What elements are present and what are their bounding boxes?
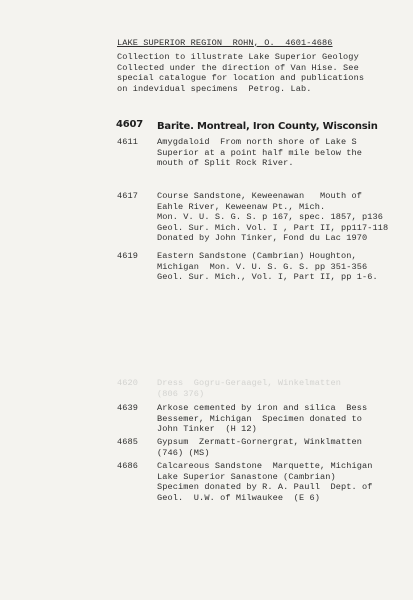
entry-4607-number: 4607 bbox=[116, 119, 144, 130]
entry-4686-line-2: Lake Superior Sanastone (Cambrian) bbox=[157, 471, 336, 482]
entry-4611-line-1: Amygdaloid From north shore of Lake S bbox=[157, 137, 357, 147]
entry-4611-line-3: mouth of Split Rock River. bbox=[157, 158, 294, 169]
entry-4617-line-1: Course Sandstone, Keweenawan Mouth of bbox=[157, 191, 363, 201]
entry-4685-number: 4685 bbox=[117, 437, 139, 447]
header-line-3: special catalogue for location and publications bbox=[117, 73, 365, 84]
entry-4685-line-2: (746) (MS) bbox=[157, 447, 210, 458]
entry-4686-line-3: Specimen donated by R. A. Paull Dept. of bbox=[157, 482, 373, 493]
header-line-2: Collected under the direction of Van Hise. See bbox=[117, 62, 359, 73]
header-line-4: on indevidual specimens Petrog. Lab. bbox=[117, 83, 312, 94]
entry-4686-line-4: Geol. U.W. of Milwaukee (E 6) bbox=[157, 492, 320, 503]
entry-4617-line-2: Eahle River, Keweenaw Pt., Mich. bbox=[157, 201, 326, 212]
entry-4611-line-2: Superior at a point half mile below the bbox=[157, 147, 363, 158]
entry-4619-line-2: Michigan Mon. V. U. S. G. S. pp 351-356 bbox=[157, 261, 368, 272]
entry-4639-line-2: Bessemer, Michigan Specimen donated to bbox=[157, 413, 363, 424]
entry-4620-line-2: (806 376) bbox=[157, 388, 205, 399]
entry-4685-line-1: Gypsum Zermatt-Gornergrat, Winklmatten bbox=[157, 437, 363, 447]
header-title: LAKE SUPERIOR REGION ROHN, O. 4601-4686 bbox=[117, 38, 333, 48]
entry-4617-line-4: Geol. Sur. Mich. Vol. I , Part II, pp117-118 bbox=[157, 222, 389, 233]
entry-4611-number: 4611 bbox=[117, 137, 139, 147]
entry-4617-line-5: Donated by John Tinker, Fond du Lac 1970 bbox=[157, 233, 368, 244]
entry-4686-number: 4686 bbox=[117, 461, 139, 471]
entry-4607-text: Barite. Montreal, Iron County, Wisconsin bbox=[157, 121, 378, 132]
entry-4617-line-3: Mon. V. U. S. G. S. p 167, spec. 1857, p136 bbox=[157, 212, 384, 223]
entry-4686-line-1: Calcareous Sandstone Marquette, Michigan bbox=[157, 461, 373, 471]
entry-4639-line-1: Arkose cemented by iron and silica Bess bbox=[157, 403, 368, 413]
entry-4639-line-3: John Tinker (H 12) bbox=[157, 424, 257, 435]
header-line-1: Collection to illustrate Lake Superior Geology bbox=[117, 52, 359, 62]
entry-4639-number: 4639 bbox=[117, 403, 139, 413]
entry-4619-line-1: Eastern Sandstone (Cambrian) Houghton, bbox=[157, 251, 357, 261]
entry-4619-number: 4619 bbox=[117, 251, 139, 261]
entry-4620-number: 4620 bbox=[117, 378, 139, 388]
entry-4617-number: 4617 bbox=[117, 191, 139, 201]
entry-4620-line-1: Dress Gogru-Geraagel, Winkelmatten bbox=[157, 378, 341, 388]
entry-4619-line-3: Geol. Sur. Mich., Vol. I, Part II, pp 1-6. bbox=[157, 272, 378, 283]
